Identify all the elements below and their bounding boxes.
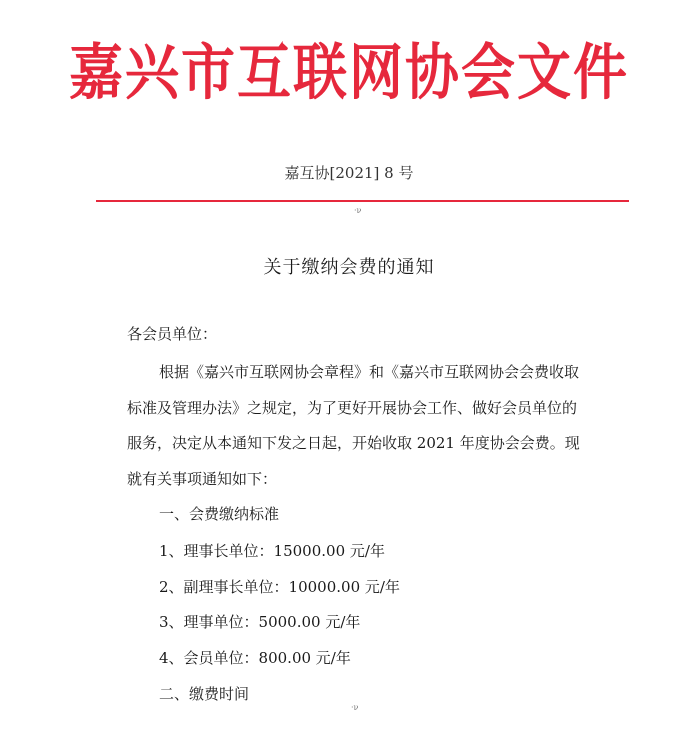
document-header-title: 嘉兴市互联网协会文件 — [69, 37, 629, 108]
fee-item: 2、副理事长单位：10000.00 元/年 — [159, 578, 400, 596]
fee-item: 1、理事长单位：15000.00 元/年 — [159, 542, 385, 560]
paragraph-line: 就有关事项通知如下： — [127, 470, 278, 488]
salutation: 各会员单位： — [127, 325, 218, 343]
page-mark-bottom: ·ν — [351, 703, 359, 712]
paragraph-line: 服务，决定从本通知下发之日起，开始收取 2021 年度协会会费。现 — [127, 434, 580, 452]
fee-item: 3、理事单位：5000.00 元/年 — [159, 613, 361, 631]
section-heading-fee-standard: 一、会费缴纳标准 — [159, 505, 280, 523]
red-divider-line — [96, 200, 629, 202]
section-heading-payment-time: 二、缴费时间 — [159, 685, 250, 703]
document-number: 嘉互协[2021] 8 号 — [284, 164, 414, 182]
fee-item: 4、会员单位：800.00 元/年 — [159, 649, 351, 667]
notice-title: 关于缴纳会费的通知 — [263, 257, 435, 278]
paragraph-line: 根据《嘉兴市互联网协会章程》和《嘉兴市互联网协会会费收取 — [159, 363, 580, 381]
page-mark-top: ·ν — [354, 206, 362, 215]
paragraph-line: 标准及管理办法》之规定，为了更好开展协会工作、做好会员单位的 — [127, 399, 578, 417]
